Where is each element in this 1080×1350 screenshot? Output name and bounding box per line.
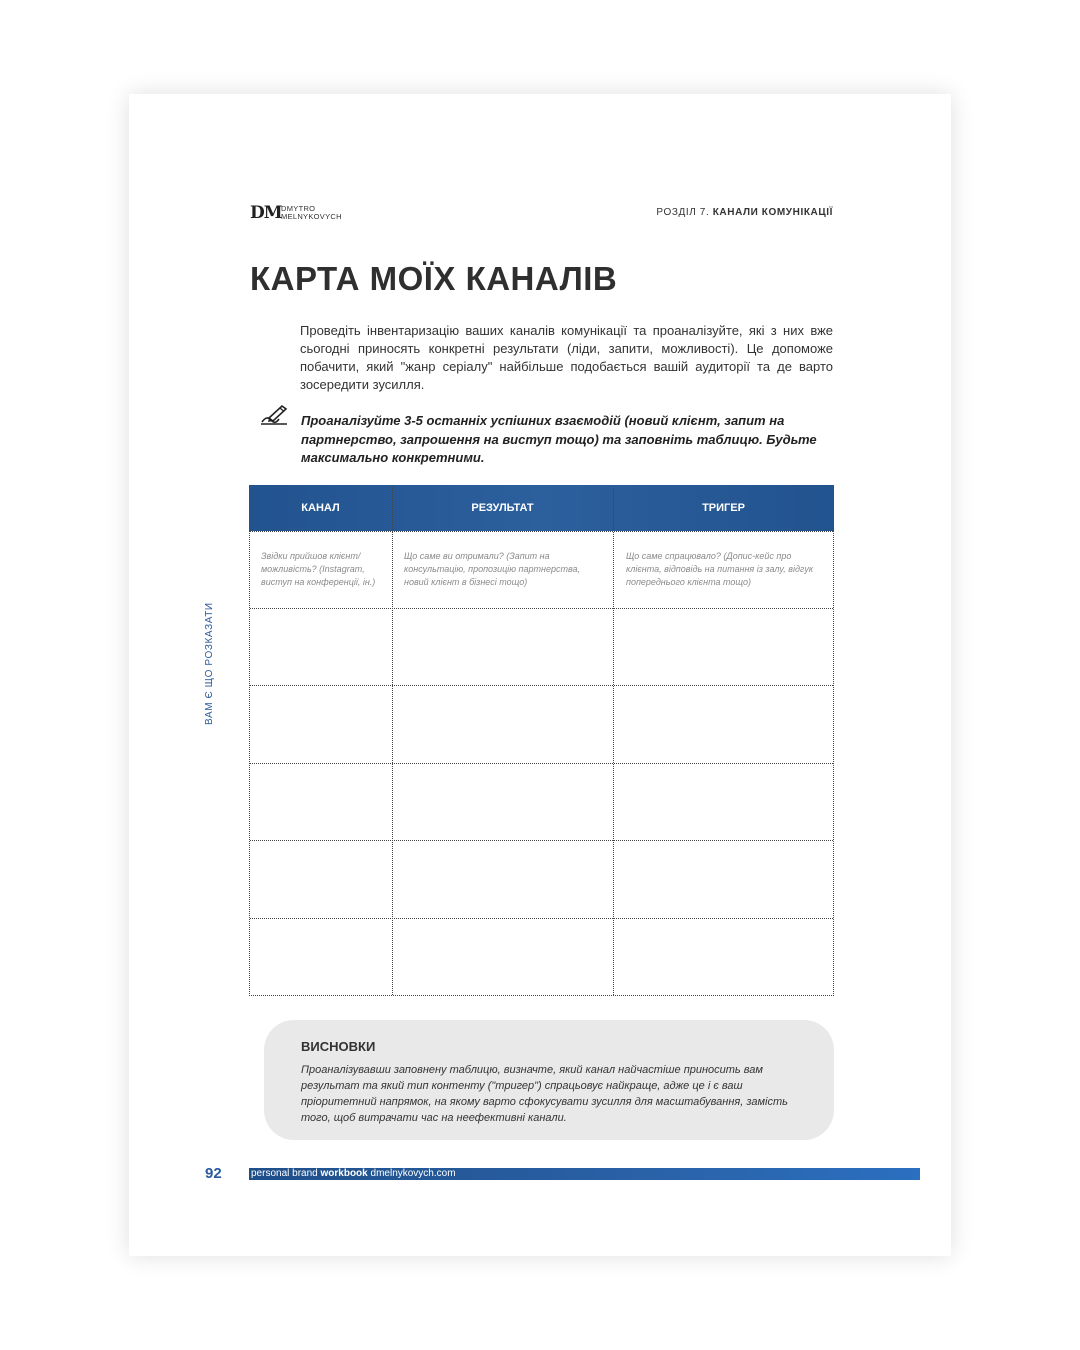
table-header	[249, 485, 834, 531]
page-number: 92	[205, 1165, 222, 1182]
table-cell-result-2[interactable]	[393, 686, 613, 763]
intro-paragraph: Проведіть інвентаризацію ваших каналів комунікації та проаналізуйте, які з них вже сьогодні приносять конкретні результати (ліди, запити, можливості). Це допоможе побачити, який "жанр серіалу" найбільше подобається вашій аудиторії та де варто зосередити зусилля.	[300, 323, 833, 392]
table-cell-result-4[interactable]	[393, 841, 613, 918]
column-header-trigger: ТРИГЕР	[702, 502, 745, 514]
channels-table	[249, 485, 834, 996]
footer-text-suffix: dmelnykovych.com	[367, 1168, 456, 1179]
table-cell-trigger-5[interactable]	[614, 919, 834, 995]
conclusion-text: Проаналізувавши заповнену таблицю, визначте, який канал найчастіше приносить вам результат та який тип контенту ("тригер") спрацьовує найкраще, адже це і є ваш пріоритетний напрямок, на якому варто сфокусувати зусилля для масштабування, замість того, щоб витрачати час на неефективні канали.	[301, 1064, 788, 1124]
table-cell-trigger-2[interactable]	[614, 686, 834, 763]
instruction-text: Проаналізуйте 3-5 останніх успішних взаємодій (новий клієнт, запит на партнерство, запрошення на виступ тощо) та заповніть таблицю. Будьте максимально конкретними.	[301, 413, 817, 465]
table-cell-trigger-4[interactable]	[614, 841, 834, 918]
row-divider	[250, 531, 833, 532]
table-cell-channel-5[interactable]	[250, 919, 392, 995]
pen-writing-icon	[259, 403, 289, 427]
column-header-channel: КАНАЛ	[301, 502, 340, 514]
column-header-result: РЕЗУЛЬТАТ	[471, 502, 534, 514]
hint-result: Що саме ви отримали? (Запит на консультацію, пропозицію партнерства, новий клієнт в бізнесі тощо)	[404, 551, 580, 587]
table-cell-channel-4[interactable]	[250, 841, 392, 918]
table-cell-channel-3[interactable]	[250, 764, 392, 840]
logo-mark: DM	[250, 203, 282, 223]
section-label	[656, 207, 833, 218]
table-cell-result-3[interactable]	[393, 764, 613, 840]
table-cell-trigger-1[interactable]	[614, 609, 834, 685]
logo-name	[281, 205, 342, 221]
table-cell-trigger-3[interactable]	[614, 764, 834, 840]
conclusion-title: ВИСНОВКИ	[301, 1039, 376, 1054]
section-title: КАНАЛИ КОМУНІКАЦІЇ	[712, 207, 833, 218]
table-cell-channel-1[interactable]	[250, 609, 392, 685]
footer-text-prefix: personal brand	[251, 1168, 321, 1179]
footer-text-bold: workbook	[320, 1168, 368, 1179]
hint-trigger: Що саме спрацювало? (Допис-кейс про клієнта, відповідь на питання із залу, відгук попереднього клієнта тощо)	[626, 551, 814, 587]
logo-line-2: MELNYKOVYCH	[281, 212, 342, 221]
sidebar-caption: ВАМ Є ЩО РОЗКАЗАТИ	[204, 602, 215, 725]
logo-line-1: DMYTRO	[281, 204, 316, 213]
table-cell-channel-2[interactable]	[250, 686, 392, 763]
section-prefix: РОЗДІЛ 7.	[656, 207, 710, 218]
footer-bar	[249, 1168, 920, 1180]
table-cell-result-1[interactable]	[393, 609, 613, 685]
table-cell-result-5[interactable]	[393, 919, 613, 995]
page-title: КАРТА МОЇХ КАНАЛІВ	[250, 260, 618, 297]
hint-channel: Звідки прийшов клієнт/ можливість? (Instagram, виступ на конференції, ін.)	[261, 551, 376, 587]
footer-text	[251, 1168, 456, 1180]
